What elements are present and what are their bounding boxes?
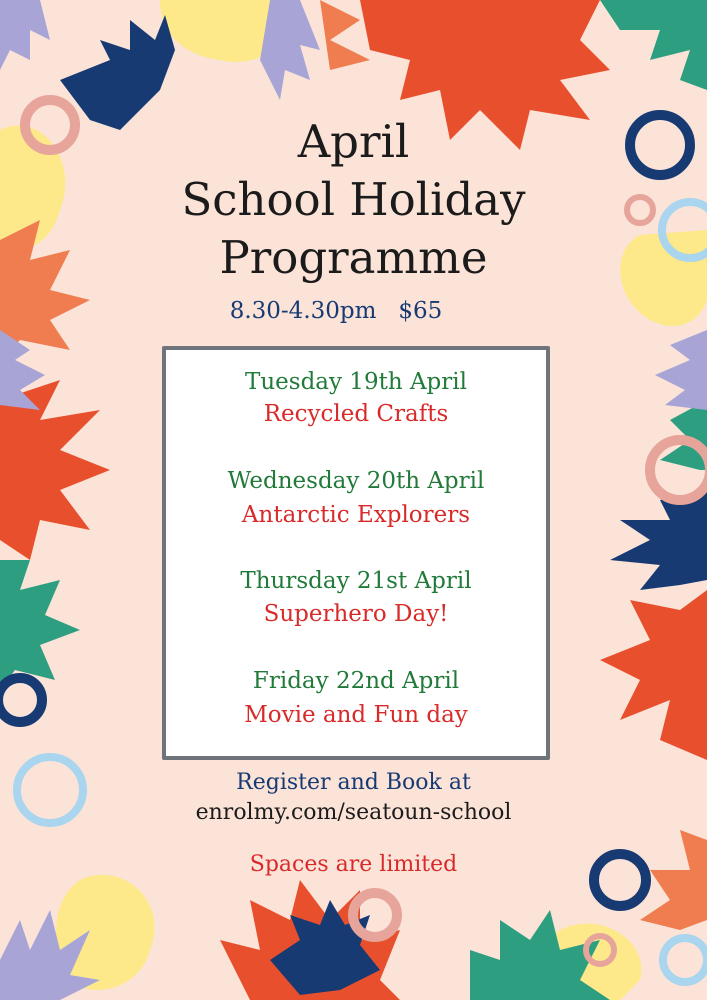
teal-leaf-left: [0, 560, 80, 690]
title-line-3: Programme: [219, 231, 488, 284]
navy-ring-left: [0, 678, 42, 722]
register-text: Register and Book at: [236, 770, 471, 795]
schedule-date: Friday 22nd April: [252, 668, 460, 694]
price: $65: [398, 298, 443, 324]
schedule-date: Tuesday 19th April: [245, 369, 467, 395]
schedule-date: Thursday 21st April: [240, 568, 472, 594]
orange-hand-right: [600, 590, 707, 760]
schedule-activity: Superhero Day!: [263, 601, 449, 627]
teal-leaf-right-mid: [660, 400, 707, 470]
navy-hand-right: [610, 490, 707, 590]
schedule-activity: Movie and Fun day: [244, 702, 468, 728]
teal-leaf-top-right: [600, 0, 707, 90]
registration-url[interactable]: enrolmy.com/seatoun-school: [195, 800, 512, 825]
schedule-activity: Recycled Crafts: [263, 401, 449, 427]
hours: 8.30-4.30pm: [229, 298, 377, 324]
title-line-2: School Holiday: [181, 173, 526, 226]
lavender-frond-top-left: [0, 0, 50, 70]
schedule-box: [162, 346, 550, 760]
title-line-1: April: [297, 115, 410, 168]
spaces-limited-note: Spaces are limited: [249, 852, 458, 877]
lavender-frond-right: [655, 330, 707, 410]
lavender-frond-top: [260, 0, 320, 100]
blue-ring-bottom-right: [663, 938, 707, 982]
schedule-date: Wednesday 20th April: [227, 468, 485, 494]
schedule-activity: Antarctic Explorers: [241, 502, 471, 528]
hours-and-price: [0, 298, 672, 324]
